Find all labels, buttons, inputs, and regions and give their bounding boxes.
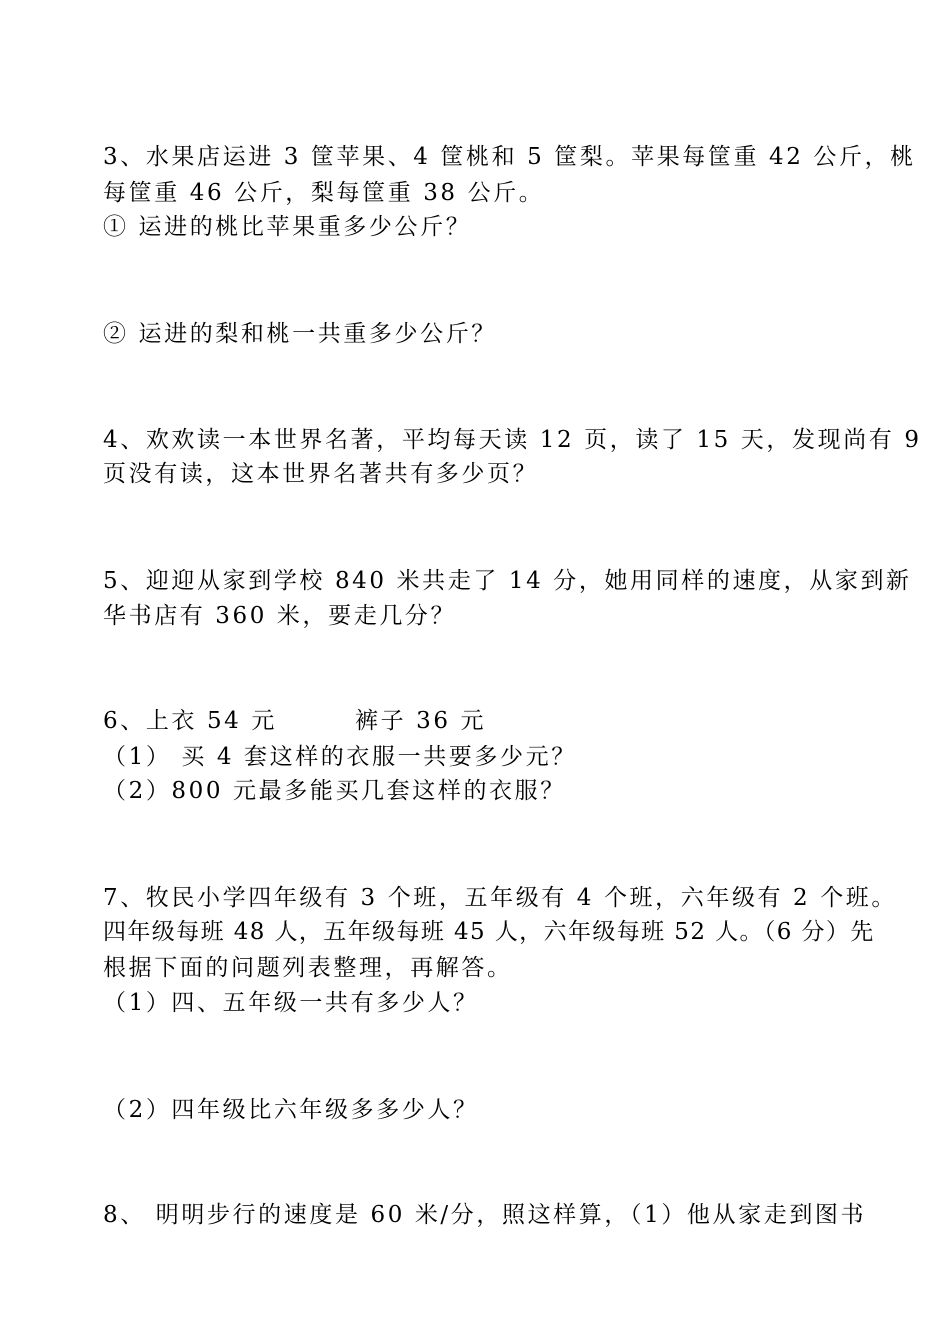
- q3-line2: 每筐重 46 公斤，梨每筐重 38 公斤。: [103, 180, 545, 206]
- q6-item1: 6、上衣 54 元: [103, 708, 277, 734]
- q3-sub1: ① 运进的桃比苹果重多少公斤？: [103, 214, 472, 240]
- q7-line1: 7、牧民小学四年级有 3 个班，五年级有 4 个班，六年级有 2 个班。: [103, 885, 897, 911]
- q6-item2: 裤子 36 元: [355, 708, 487, 734]
- q3-sub2: ② 运进的梨和桃一共重多少公斤？: [103, 321, 497, 347]
- q3-line1: 3、水果店运进 3 筐苹果、4 筐桃和 5 筐梨。苹果每筐重 42 公斤，桃: [103, 144, 916, 170]
- q7-line2: 四年级每班 48 人，五年级每班 45 人，六年级每班 52 人。（6 分）先: [103, 919, 875, 945]
- q4-line1: 4、欢欢读一本世界名著，平均每天读 12 页，读了 15 天，发现尚有 9: [103, 427, 922, 453]
- q7-sub1: （1）四、五年级一共有多少人？: [103, 990, 479, 1016]
- q6-sub2: （2）800 元最多能买几套这样的衣服？: [103, 778, 566, 804]
- q6-sub1: （1） 买 4 套这样的衣服一共要多少元？: [103, 744, 577, 770]
- q8-line1: 8、 明明步行的速度是 60 米/分，照这样算，（1）他从家走到图书: [103, 1202, 867, 1228]
- q7-sub2: （2）四年级比六年级多多少人？: [103, 1097, 479, 1123]
- q5-line2: 华书店有 360 米，要走几分？: [103, 603, 457, 629]
- q5-line1: 5、迎迎从家到学校 840 米共走了 14 分，她用同样的速度，从家到新: [103, 568, 912, 594]
- q4-line2: 页没有读，这本世界名著共有多少页？: [103, 461, 539, 487]
- q7-line3: 根据下面的问题列表整理，再解答。: [103, 955, 513, 981]
